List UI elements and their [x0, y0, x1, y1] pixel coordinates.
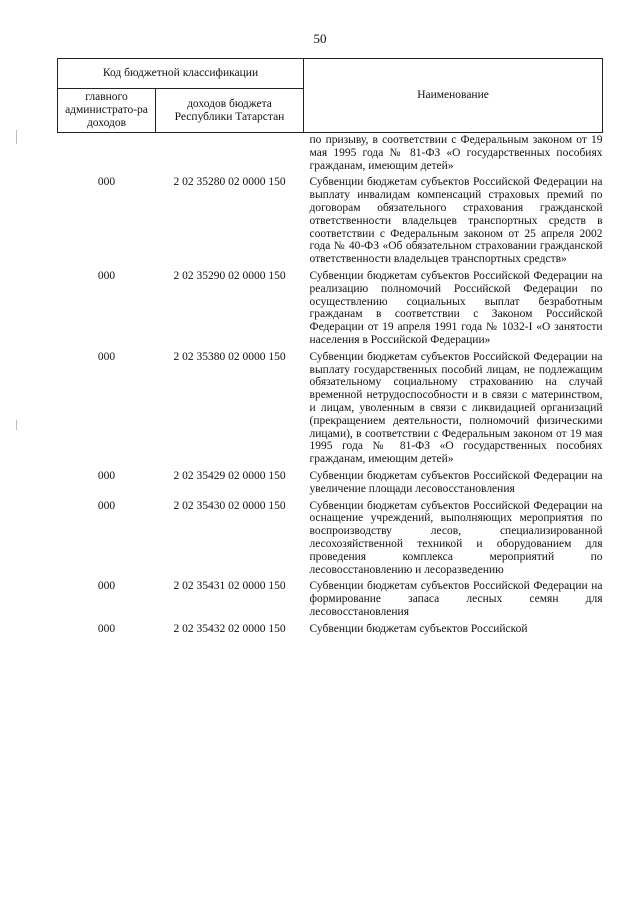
- table-row: [58, 619, 603, 636]
- row-income-code: 2 02 35290 02 0000 150: [173, 269, 286, 282]
- budget-classification-table: [57, 58, 603, 635]
- row-name: Субвенции бюджетам субъектов Российской Федерации на реализацию полномочий Российской Федерации по осуществлению социальных выплат безработным гражданам в соответствии с Законом Российской Федерации от 19 апреля 1991 года № 1032-I «О занятости населения в Российской Федерации»: [309, 269, 603, 346]
- row-name: Субвенции бюджетам субъектов Российской Федерации на формирование запаса лесных семян для лесовосстановления: [309, 580, 603, 618]
- row-admin-code: 000: [97, 622, 116, 635]
- table-row: [58, 576, 603, 618]
- header-admin: главного администрато-ра доходов: [58, 89, 156, 133]
- row-income-code: 2 02 35429 02 0000 150: [173, 469, 286, 482]
- row-name: Субвенции бюджетам субъектов Российской Федерации на выплату государственных пособий лицам, не подлежащим обязательному социальному страхованию на случай временной нетрудоспособности и в связи с материнством, и лицам, уволенным в связи с ликвидацией организаций (прекращением деятельности, полномочий физическими лицами), в соответствии с Федеральным законом от 19 мая 1995 года № 81-ФЗ «О государственных пособиях гражданам, имеющим детей»: [309, 350, 603, 466]
- row-income-code: 2 02 35431 02 0000 150: [173, 580, 286, 593]
- row-name: Субвенции бюджетам субъектов Российской Федерации на увеличение площади лесовосстановления: [309, 469, 603, 495]
- header-name: Наименование: [304, 59, 603, 133]
- table-row: [58, 266, 603, 347]
- row-income-code: 2 02 35432 02 0000 150: [173, 622, 286, 635]
- margin-mark: [16, 420, 17, 430]
- table-row: [58, 466, 603, 496]
- row-income-code: 2 02 35380 02 0000 150: [173, 350, 286, 363]
- table-row-continuation: [58, 133, 603, 173]
- row-income-code: 2 02 35430 02 0000 150: [173, 499, 286, 512]
- margin-mark: [16, 130, 17, 144]
- table-row: [58, 172, 603, 266]
- header-budget-code: Код бюджетной классификации: [58, 59, 304, 89]
- row-income-code: 2 02 35280 02 0000 150: [173, 176, 286, 189]
- row-name: Субвенции бюджетам субъектов Российской Федерации на выплату инвалидам компенсаций страховых премий по договорам обязательного страхования гражданской ответственности владельцев транспортных средств в соответствии с Федеральным законом от 25 апреля 2002 года № 40-ФЗ «Об обязательном страховании гражданской ответственности владельцев транспортных средств»: [309, 176, 603, 266]
- header-income: доходов бюджета Республики Татарстан: [156, 89, 304, 133]
- row-admin-code: 000: [97, 499, 116, 512]
- row-name: по призыву, в соответствии с Федеральным законом от 19 мая 1995 года № 81-ФЗ «О государственных пособиях гражданам, имеющим детей»: [309, 134, 603, 172]
- row-admin-code: 000: [97, 176, 116, 189]
- row-admin-code: 000: [97, 580, 116, 593]
- row-admin-code: 000: [97, 269, 116, 282]
- row-name: Субвенции бюджетам субъектов Российской: [309, 622, 528, 635]
- row-admin-code: 000: [97, 350, 116, 363]
- table-row: [58, 347, 603, 466]
- row-name: Субвенции бюджетам субъектов Российской Федерации на оснащение учреждений, выполняющих мероприятия по воспроизводству лесов, специализированной лесохозяйственной техникой и оборудованием для проведения комплекса мероприятий по лесовосстановлению и лесоразведению: [309, 499, 603, 576]
- page-number: 50: [313, 31, 327, 46]
- row-admin-code: 000: [97, 469, 116, 482]
- table-row: [58, 496, 603, 577]
